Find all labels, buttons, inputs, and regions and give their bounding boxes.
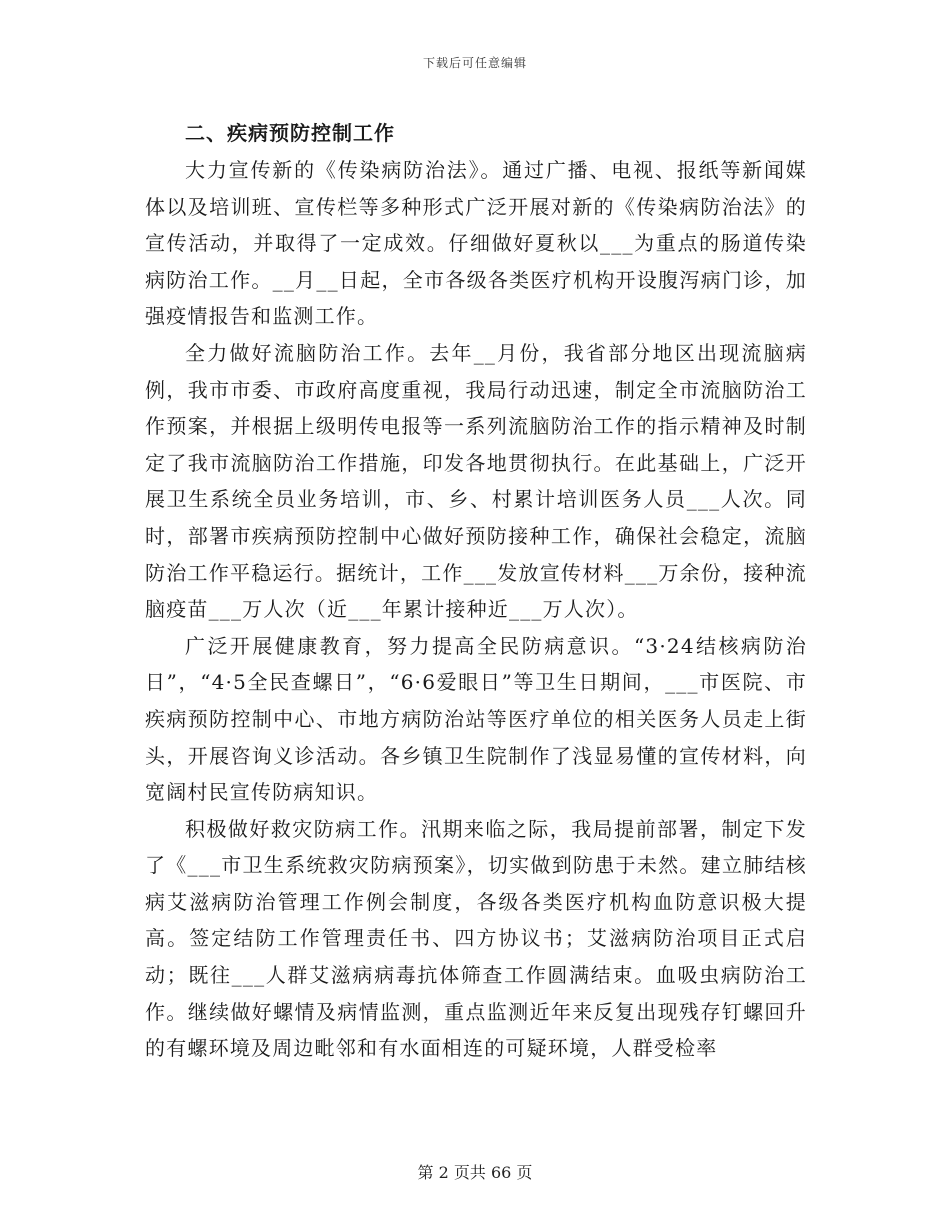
paragraph-meningitis: 全力做好流脑防治工作。去年__月份，我省部分地区出现流脑病例，我市市委、市政府高度重视，我局行动迅速，制定全市流脑防治工作预案，并根据上级明传电报等一系列流脑防治工作的指示精神及时制定了我市流脑防治工作措施，印发各地贯彻执行。在此基础上，广泛开展卫生系统全员业务培训，市、乡、村累计培训医务人员___人次。同时，部署市疾病预防控制中心做好预防接种工作，确保社会稳定，流脑防治工作平稳运行。据统计，工作___发放宣传材料___万余份，接种流脑疫苗___万人次（近___年累计接种近___万人次）。	[145, 340, 807, 622]
page-header: 下载后可任意编辑	[422, 56, 527, 70]
page-content	[145, 108, 807, 1067]
paragraph-health-education: 广泛开展健康教育，努力提高全民防病意识。“3·24结核病防治日”，“4·5全民查螺日”，“6·6爱眼日”等卫生日期间，___市医院、市疾病预防控制中心、市地方病防治站等医疗单位的相关医务人员走上街头，开展咨询义诊活动。各乡镇卫生院制作了浅显易懂的宣传材料，向宽阔村民宣传防病知识。	[145, 633, 807, 805]
page-footer: 第 2 页共 66 页	[417, 1163, 533, 1182]
paragraph-disaster-relief: 积极做好救灾防病工作。汛期来临之际，我局提前部署，制定下发了《___市卫生系统救灾防病预案》，切实做到防患于未然。建立肺结核病艾滋病防治管理工作例会制度，各级各类医疗机构血防意识极大提高。签定结防工作管理责任书、四方协议书；艾滋病防治项目正式启动；既往___人群艾滋病病毒抗体筛查工作圆满结束。血吸虫病防治工作。继续做好螺情及病情监测，重点监测近年来反复出现残存钉螺回升的有螺环境及周边毗邻和有水面相连的可疑环境，人群受检率	[145, 816, 807, 1061]
section-title: 二、疾病预防控制工作	[185, 121, 395, 145]
paragraph-intestinal-disease: 大力宣传新的《传染病防治法》。通过广播、电视、报纸等新闻媒体以及培训班、宣传栏等多种形式广泛开展对新的《传染病防治法》的宣传活动，并取得了一定成效。仔细做好夏秋以___为重点的肠道传染病防治工作。__月__日起，全市各级各类医疗机构开设腹泻病门诊，加强疫情报告和监测工作。	[145, 158, 807, 329]
